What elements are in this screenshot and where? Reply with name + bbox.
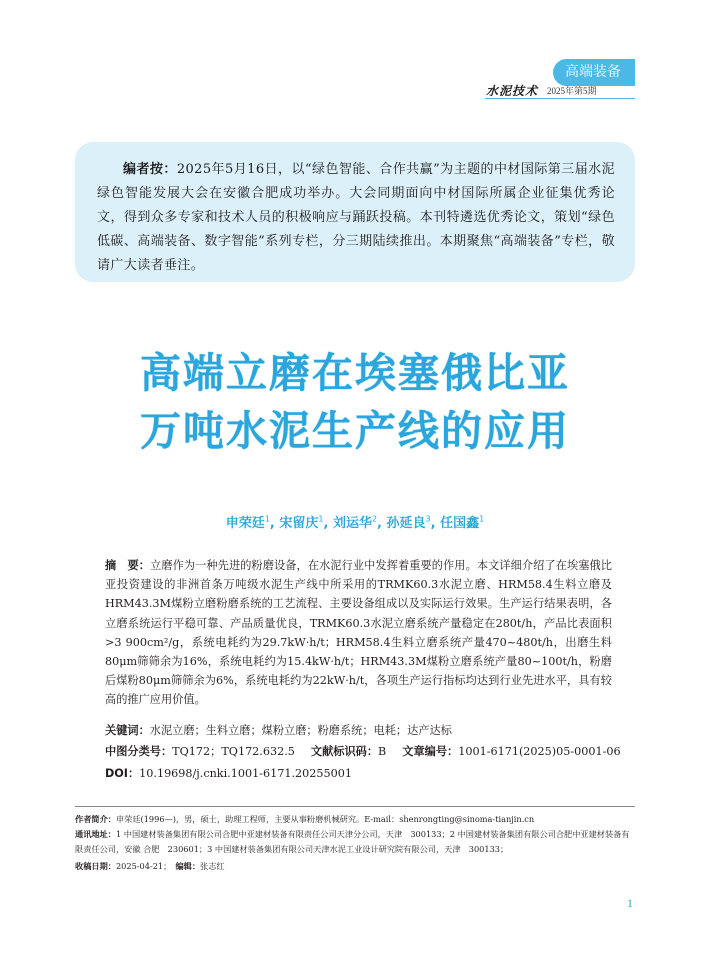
article-number-value: 1001-6171(2025)05-0001-06 — [458, 745, 621, 758]
clc-label: 中图分类号： — [105, 745, 173, 758]
editor-note-box — [75, 142, 635, 282]
author-bio-text: 申荣廷(1996—)，男，硕士，助理工程师，主要从事粉磨机械研究。E-mail：shenrongting@sinoma-tianjin.cn — [115, 814, 535, 824]
editor-note-text: 2025年5月16日，以“绿色智能、合作共赢”为主题的中材国际第三届水泥绿色智能发展大会在安徽合肥成功举办。大会同期面向中材国际所属企业征集优秀论文，得到众多专家和技术人员的积极响应与踊跃投稿。本刊特遴选优秀论文，策划“绿色低碳、高端装备、数字智能”系列专栏，分三期陆续推出。本期聚焦“高端装备”专栏，敬请广大读者垂注。 — [97, 162, 615, 273]
author-affiliation: 1 — [264, 514, 270, 524]
abstract — [105, 556, 612, 710]
author-affiliation: 1 — [318, 514, 324, 524]
author: 刘运华 — [332, 516, 372, 531]
author: 孙延良 — [386, 516, 426, 531]
doi-label: DOI： — [105, 767, 140, 780]
header-rule — [485, 98, 635, 99]
author: 宋留庆 — [279, 516, 319, 531]
classification-line — [105, 743, 621, 759]
journal-logo: 水泥技术 — [486, 84, 539, 98]
received-date: 2025-04-21； — [115, 861, 168, 871]
keywords-label: 关键词： — [105, 724, 150, 737]
editor-note — [97, 158, 615, 278]
abstract-text: 立磨作为一种先进的粉磨设备，在水泥行业中发挥着重要的作用。本文详细介绍了在埃塞俄比亚投资建设的非洲首条万吨级水泥生产线中所采用的TRMK60.3水泥立磨、HRM58.4生料立磨及HRM43.3M煤粉立磨粉磨系统的工艺流程、主要设备组成以及实际运行效果。生产运行结果表明，各立磨系统运行平稳可靠、产品质量优良，TRMK60.3水泥立磨系统产量稳定在280t/h，产品比表面积>3 900cm²/g，系统电耗约为29.7kW·h/t；HRM58.4生料立磨系统产量470~480t/h，出磨生料80μm筛筛余为16%，系统电耗约为15.4kW·h/t；HRM43.3M煤粉立磨系统产量80~100t/h，粉磨后煤粉80μm筛筛余为6%，系统电耗约为22kW·h/t，各项生产运行指标均达到行业先进水平，具有较高的推广应用价值。 — [105, 559, 612, 707]
author-affiliation: 3 — [425, 514, 431, 524]
author-affiliation: 2 — [371, 514, 378, 524]
title-line-1: 高端立磨在埃塞俄比亚 — [140, 349, 570, 397]
received-label: 收稿日期： — [75, 861, 116, 871]
editor-note-label: 编者按： — [123, 162, 177, 177]
author: 任国鑫 — [440, 516, 480, 531]
section-badge: 高端装备 — [553, 59, 635, 86]
address-note — [75, 827, 635, 857]
author-bio-label: 作者简介： — [75, 814, 116, 824]
address-label: 通讯地址： — [75, 829, 116, 839]
keywords — [105, 722, 452, 738]
author: 申荣廷 — [225, 516, 265, 531]
doc-code-label: 文献标识码： — [310, 745, 379, 758]
address-text: 1 中国建材装备集团有限公司合肥中亚建材装备有限责任公司天津分公司，天津 300133；2 中国建材装备集团有限公司合肥中亚建材装备有限责任公司，安徽 合肥 230601；3 中国建材装备集团有限公司天津水泥工业设计研究院有限公司，天津 300133； — [75, 829, 630, 854]
doi-link[interactable]: 10.19698/j.cnki.1001-6171.20255001 — [139, 767, 352, 780]
article-number-label: 文章编号： — [402, 745, 459, 758]
editor-name: 张志红 — [200, 861, 225, 871]
page-number: 1 — [627, 896, 633, 910]
author-affiliation: 1 — [479, 514, 485, 524]
doi-line — [105, 765, 352, 781]
title-line-2: 万吨水泥生产线的应用 — [140, 407, 570, 455]
keywords-text: 水泥立磨；生料立磨；煤粉立磨；粉磨系统；电耗；达产达标 — [149, 724, 452, 737]
received-note — [75, 859, 635, 874]
issue-label: 2025年第5期 — [547, 86, 597, 96]
author-bio — [75, 812, 635, 827]
clc-value: TQ172；TQ172.632.5 — [172, 745, 295, 758]
footnote-rule — [75, 806, 635, 807]
doc-code-value: B — [378, 745, 387, 758]
editor-label: 编辑： — [175, 861, 201, 871]
author-list: 申荣廷$^1$, 宋留庆$^1$, 刘运华$^2$, 孙延良$^3$, 任国鑫$^1$ — [225, 514, 485, 531]
abstract-label: 摘 要： — [105, 559, 151, 572]
